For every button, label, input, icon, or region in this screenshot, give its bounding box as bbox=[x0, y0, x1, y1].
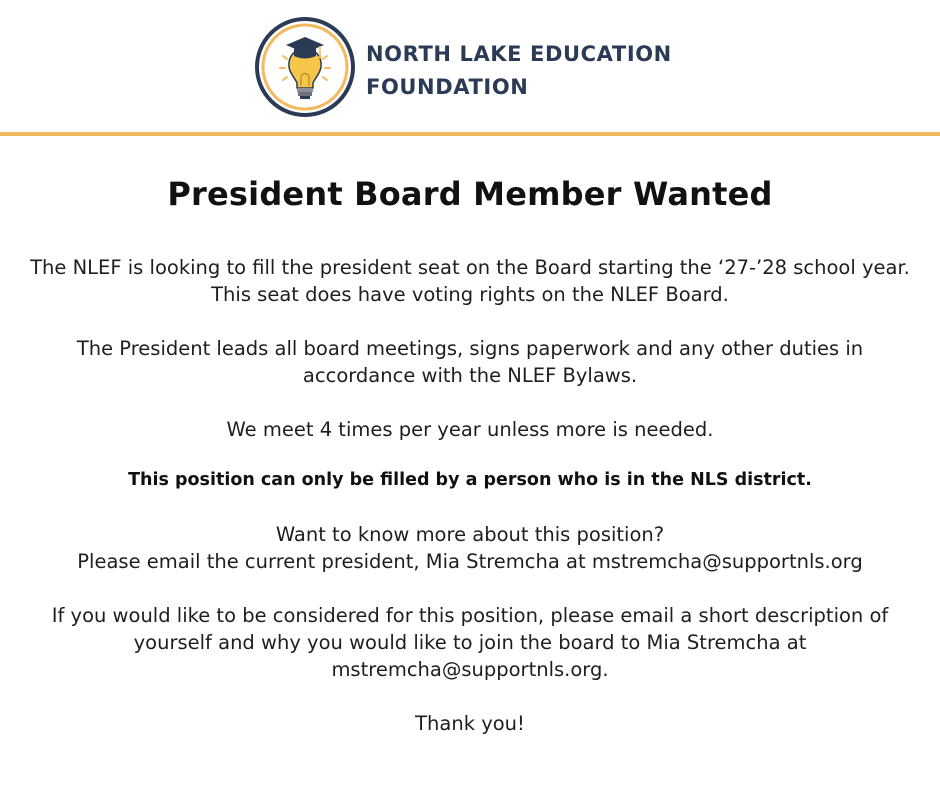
closing-line: Thank you! bbox=[415, 712, 525, 735]
duties-line2: accordance with the NLEF Bylaws. bbox=[302, 364, 638, 387]
duties-line1: The President leads all board meetings, signs paperwork and any other duties in bbox=[76, 337, 864, 360]
header-divider bbox=[0, 132, 940, 136]
organization-name-line2: FOUNDATION bbox=[366, 75, 529, 99]
organization-name-line1: NORTH LAKE EDUCATION bbox=[366, 42, 672, 66]
application-line3: mstremcha@supportnls.org. bbox=[331, 658, 609, 681]
eligibility-line: This position can only be filled by a person who is in the NLS district. bbox=[128, 470, 812, 490]
application-paragraph bbox=[0, 602, 940, 683]
header bbox=[0, 0, 940, 134]
lightbulb-graduation-cap-icon bbox=[254, 16, 356, 118]
application-line2: yourself and why you would like to join the board to Mia Stremcha at bbox=[133, 631, 807, 654]
meetings-line: We meet 4 times per year unless more is needed. bbox=[226, 418, 714, 441]
contact-line2: Please email the current president, Mia Stremcha at mstremcha@supportnls.org bbox=[77, 550, 863, 573]
meetings-paragraph bbox=[0, 416, 940, 443]
organization-name bbox=[366, 38, 672, 104]
application-line1: If you would like to be considered for this position, please email a short description of bbox=[51, 604, 889, 627]
contact-paragraph bbox=[0, 521, 940, 575]
intro-line2: This seat does have voting rights on the NLEF Board. bbox=[211, 283, 729, 306]
page-title: President Board Member Wanted bbox=[167, 175, 773, 213]
intro-line1: The NLEF is looking to fill the president seat on the Board starting the ‘27-’28 school year. bbox=[30, 256, 910, 279]
eligibility-notice bbox=[0, 467, 940, 494]
duties-paragraph bbox=[0, 335, 940, 389]
contact-line1: Want to know more about this position? bbox=[275, 523, 665, 546]
closing-paragraph bbox=[0, 710, 940, 737]
intro-paragraph bbox=[0, 254, 940, 308]
